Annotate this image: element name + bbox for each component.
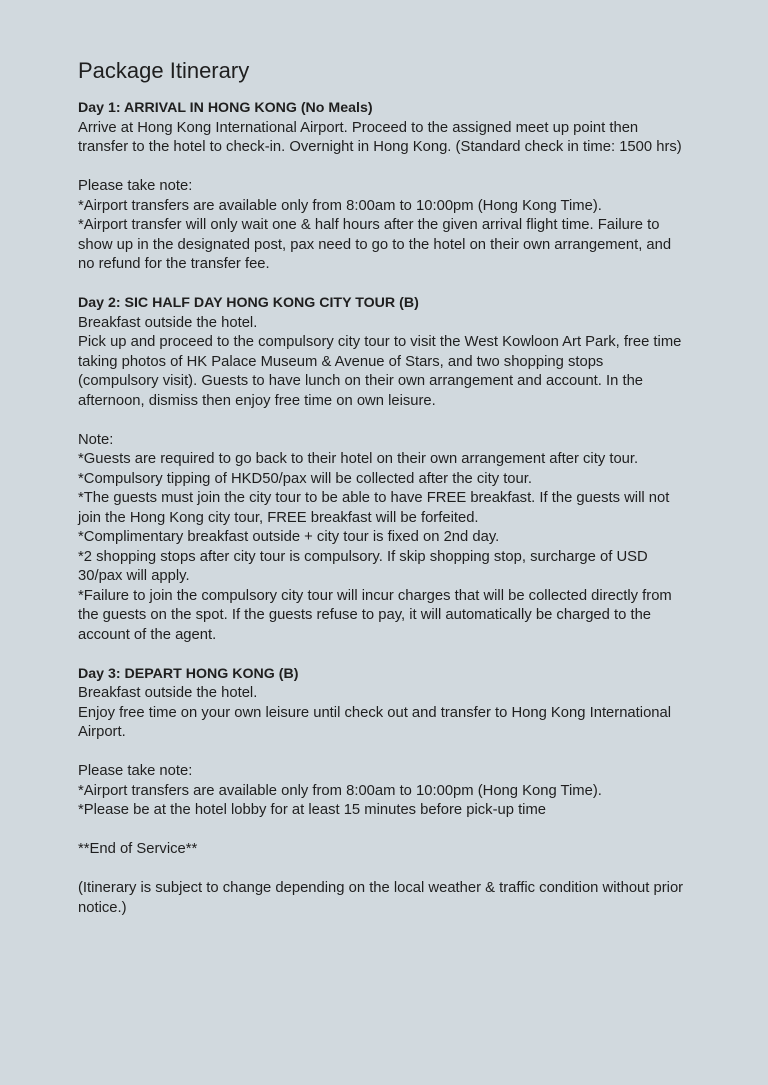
day-1-heading: Day 1: ARRIVAL IN HONG KONG (No Meals) [78, 100, 373, 116]
day-2-note-1: *Guests are required to go back to their hotel on their own arrangement after city tour. [78, 451, 639, 467]
spacer [78, 860, 688, 880]
day-1-note-2: *Airport transfer will only wait one & half hours after the given arrival flight time. Failure to show up in the designated post, pax need to go to the hotel on their own arrangement, and no refund for the transfer fee. [78, 217, 672, 272]
day-3-intro: Enjoy free time on your own leisure until check out and transfer to Hong Kong International Airport. [78, 704, 672, 740]
end-of-service: **End of Service** [78, 841, 198, 857]
day-2-note-6: *Failure to join the compulsory city tour will incur charges that will be collected directly from the guests on the spot. If the guests refuse to pay, it will automatically be charged to the account of the agent. [78, 587, 672, 643]
day-3-heading: Day 3: DEPART HONG KONG (B) [78, 665, 299, 682]
day-1-section [78, 99, 688, 275]
day-2-note-4: *Complimentary breakfast outside + city tour is fixed on 2nd day. [78, 529, 500, 545]
day-2-note-5: *2 shopping stops after city tour is compulsory. If skip shopping stop, surcharge of USD 30/pax will apply. [78, 548, 648, 584]
day-3-note-label: Please take note: [78, 763, 193, 779]
spacer [78, 411, 688, 431]
day-3-breakfast: Breakfast outside the hotel. [78, 685, 258, 701]
day-2-breakfast: Breakfast outside the hotel. [78, 314, 258, 331]
day-1-intro: Arrive at Hong Kong International Airport. Proceed to the assigned meet up point then transfer to the hotel to check-in. Overnight in Hong Kong. (Standard check in time: 1500 hrs) [78, 119, 682, 155]
day-2-section [78, 294, 688, 645]
day-1-note-1: *Airport transfers are available only from 8:00am to 10:00pm (Hong Kong Time). [78, 197, 602, 214]
disclaimer: (Itinerary is subject to change depending on the local weather & traffic condition without prior notice.) [78, 880, 684, 916]
spacer [78, 645, 688, 665]
day-2-note-3: *The guests must join the city tour to be able to have FREE breakfast. If the guests will not join the Hong Kong city tour, FREE breakfast will be forfeited. [78, 490, 670, 526]
page-title: Package Itinerary [78, 58, 250, 83]
day-1-note-label: Please take note: [78, 178, 193, 194]
spacer [78, 158, 688, 178]
day-2-note-label: Note: [78, 431, 114, 448]
day-2-heading: Day 2: SIC HALF DAY HONG KONG CITY TOUR (B) [78, 295, 419, 311]
day-3-note-1: *Airport transfers are available only from 8:00am to 10:00pm (Hong Kong Time). [78, 782, 602, 799]
day-2-intro: Pick up and proceed to the compulsory city tour to visit the West Kowloon Art Park, free time taking photos of HK Palace Museum & Avenue of Stars, and two shopping stops (compulsory visit). Guests to have lunch on their own arrangement and account. In the afternoon, dismiss then enjoy free time on own leisure. [78, 334, 682, 409]
spacer [78, 275, 688, 295]
spacer [78, 821, 688, 841]
spacer [78, 743, 688, 763]
day-3-section [78, 665, 688, 821]
day-2-note-2: *Compulsory tipping of HKD50/pax will be collected after the city tour. [78, 470, 532, 487]
day-3-note-2: *Please be at the hotel lobby for at least 15 minutes before pick-up time [78, 802, 547, 818]
